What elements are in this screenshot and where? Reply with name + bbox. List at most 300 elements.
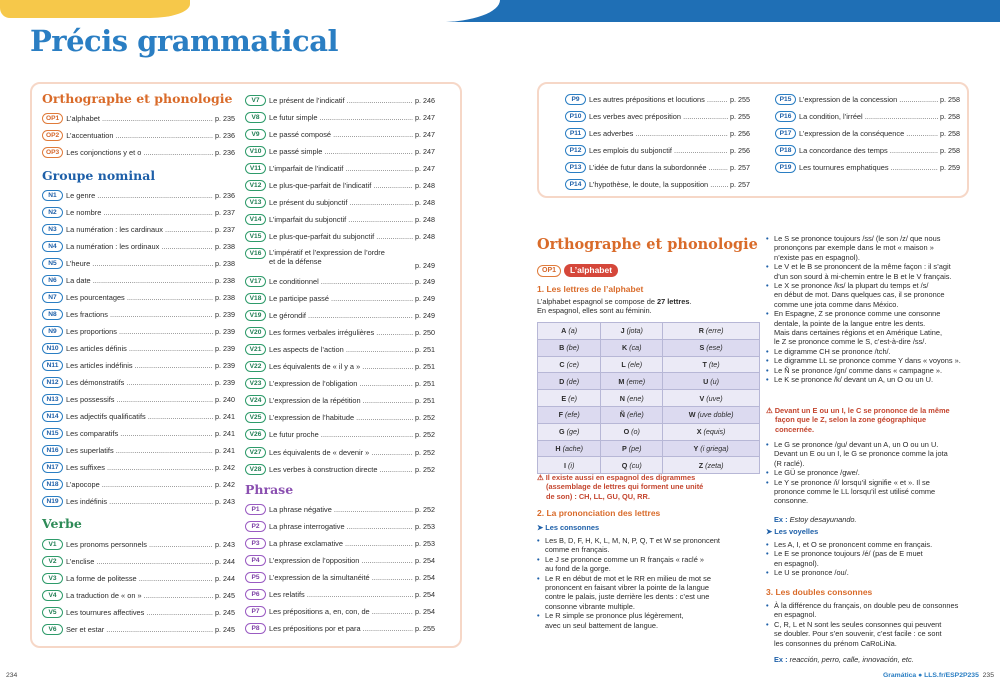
index-entry[interactable]: [245, 326, 435, 338]
yellow-brush-decoration: [0, 0, 190, 18]
index-entry[interactable]: [245, 606, 435, 618]
entry-page: p. 253: [415, 538, 435, 548]
index-entry[interactable]: [245, 214, 435, 226]
entry-label: Les verbes avec préposition .....: [589, 112, 728, 121]
entry-page: p. 244: [215, 573, 235, 583]
entry-label: L’expression de la conséquence .....: [799, 129, 938, 138]
entry-code-badge: V19: [245, 310, 266, 321]
index-entry[interactable]: [42, 462, 235, 474]
warning-icon: ⚠: [766, 406, 773, 415]
index-entry[interactable]: [42, 496, 235, 508]
bullet-item: • Le digramme LL se prononce comme Y dans « voyons ».: [766, 356, 981, 365]
bullet-item: • Le digramme CH se prononce /tch/.: [766, 347, 981, 356]
bullet-item: • Le J se prononce comme un R français « raclé » au fond de la gorge.: [537, 555, 762, 574]
entry-label: L’expression de la simultanéité .....: [269, 573, 413, 582]
index-entry[interactable]: [42, 428, 235, 440]
entry-code-badge: V15: [245, 231, 266, 242]
entry-page: p. 252: [415, 430, 435, 440]
entry-code-badge: P9: [565, 94, 586, 105]
entry-code-badge: V14: [245, 214, 266, 225]
entry-label: Les formes verbales irrégulières .....: [269, 328, 413, 337]
index-entry[interactable]: [245, 623, 435, 635]
entry-code-badge: N1: [42, 190, 63, 201]
index-entry[interactable]: [42, 308, 235, 320]
entry-label: Les fractions .....: [66, 310, 213, 319]
consonnes-list-cont: [766, 234, 981, 385]
alphabet-cell: A (a): [538, 323, 601, 340]
entry-code-badge: V18: [245, 293, 266, 304]
index-entry[interactable]: [245, 554, 435, 566]
entry-code-badge: P8: [245, 623, 266, 634]
entry-page: p. 249: [415, 310, 435, 320]
entry-code-badge: V17: [245, 276, 266, 287]
entry-page: p. 246: [415, 95, 435, 105]
alphabet-cell: S (ese): [663, 339, 760, 356]
entry-code-badge: P19: [775, 162, 796, 173]
entry-label: La numération : les ordinaux .....: [66, 242, 213, 251]
entry-page: p. 251: [415, 379, 435, 389]
index-entry[interactable]: [42, 189, 235, 201]
voyelles-list: [766, 540, 981, 578]
bullet-item: • Le GÜ se prononce /gwe/.: [766, 468, 981, 477]
entry-code-badge: V28: [245, 464, 266, 475]
entry-label: L’expression de la concession .....: [799, 95, 938, 104]
entry-code-badge: N9: [42, 326, 63, 337]
index-entry[interactable]: [775, 144, 960, 156]
section-groupe-nominal: Groupe nominal: [42, 168, 156, 183]
s1-title: 1. Les lettres de l’alphabet: [537, 284, 644, 294]
entry-code-badge: OP1: [42, 113, 63, 124]
index-entry[interactable]: [42, 325, 235, 337]
entry-page: p. 242: [215, 463, 235, 473]
bullet-item: • Le R en début de mot et le RR en milieu de mot se prononcent en faisant vibrer la pointe de la langue contre le palais, juste derrière les dents : c’est une consonne vibrante multiple.: [537, 574, 762, 612]
entry-code-badge: N16: [42, 445, 63, 456]
index-entry[interactable]: [245, 361, 435, 373]
alphabet-cell: T (te): [663, 356, 760, 373]
bullet-item: • Le Y se prononce /i/ lorsqu’il signifie « et ». Il se prononce comme le LL lorsqu’il est utilisé comme consonne.: [766, 478, 981, 506]
index-entry[interactable]: [42, 377, 235, 389]
entry-code-badge: P4: [245, 555, 266, 566]
entry-code-badge: P16: [775, 111, 796, 122]
entry-code-badge: OP2: [42, 130, 63, 141]
entry-code-badge: V2: [42, 556, 63, 567]
entry-label: Ser et estar .....: [66, 625, 213, 634]
entry-page: p. 252: [415, 504, 435, 514]
entry-label: Les adjectifs qualificatifs .....: [66, 412, 213, 421]
index-entry[interactable]: [245, 343, 435, 355]
entry-code-badge: N15: [42, 428, 63, 439]
entry-page: p. 248: [415, 181, 435, 190]
entry-label: Le nombre .....: [66, 208, 213, 217]
entry-code-badge: N13: [42, 394, 63, 405]
entry-code-badge: P6: [245, 589, 266, 600]
entry-page: p. 248: [415, 215, 435, 225]
entry-page: p. 254: [415, 590, 435, 599]
entry-code-badge: P14: [565, 179, 586, 190]
index-entry[interactable]: [42, 240, 235, 252]
entry-code-badge: N12: [42, 377, 63, 388]
entry-label: Le passé simple .....: [269, 147, 413, 156]
index-entry[interactable]: [42, 479, 235, 491]
index-entry[interactable]: [245, 275, 435, 287]
entry-code-badge: V22: [245, 361, 266, 372]
entry-label: Les articles indéfinis .....: [66, 361, 213, 370]
entry-code-badge: P1: [245, 504, 266, 515]
index-entry[interactable]: [42, 360, 235, 372]
example-1: Ex : Estoy desayunando.: [774, 515, 857, 524]
entry-label: Les articles définis .....: [66, 344, 213, 353]
entry-label: Les prépositions por et para .....: [269, 624, 413, 633]
entry-label: Les prépositions a, en, con, de .....: [269, 607, 413, 616]
entry-label: Les superlatifs .....: [66, 446, 213, 455]
alphabet-cell: P (pe): [601, 440, 663, 457]
entry-code-badge: V10: [245, 146, 266, 157]
index-entry[interactable]: [245, 446, 435, 458]
index-entry[interactable]: [565, 144, 750, 156]
bullet-item: • Le R simple se prononce plus légèrement, avec un seul battement de langue.: [537, 611, 762, 630]
entry-code-badge: V4: [42, 590, 63, 601]
index-entry[interactable]: [245, 520, 435, 532]
index-entry[interactable]: [42, 445, 235, 457]
entry-page: p. 254: [415, 572, 435, 582]
entry-page: p. 245: [215, 625, 235, 634]
entry-page: p. 238: [215, 241, 235, 251]
index-entry[interactable]: [775, 127, 960, 139]
entry-label: Les pronoms personnels .....: [66, 540, 213, 549]
index-entry[interactable]: [245, 197, 435, 209]
entry-page: p. 236: [215, 130, 235, 140]
index-entry[interactable]: [565, 178, 750, 190]
index-entry[interactable]: [42, 112, 235, 124]
entry-code-badge: V21: [245, 344, 266, 355]
entry-page: p. 242: [215, 480, 235, 490]
entry-code-badge: V1: [42, 539, 63, 550]
entry-code-badge: V9: [245, 129, 266, 140]
entry-label: Les relatifs .....: [269, 590, 413, 599]
index-entry[interactable]: [775, 161, 960, 173]
entry-code-badge: V8: [245, 112, 266, 123]
entry-code-badge: N8: [42, 309, 63, 320]
entry-page: p. 249: [415, 276, 435, 286]
entry-page: p. 236: [215, 190, 235, 200]
index-entry[interactable]: [245, 231, 435, 243]
index-entry[interactable]: [245, 503, 435, 515]
entry-page: p. 256: [730, 128, 750, 138]
entry-page: p. 255: [415, 624, 435, 634]
entry-code-badge: P3: [245, 538, 266, 549]
alphabet-cell: X (equis): [663, 423, 760, 440]
entry-page: p. 251: [415, 362, 435, 371]
voyelles-title: ➤ Les voyelles: [766, 527, 819, 536]
alphabet-table: [537, 322, 760, 474]
index-entry[interactable]: [42, 538, 235, 550]
index-entry[interactable]: [42, 291, 235, 303]
index-entry[interactable]: [42, 572, 235, 584]
entry-page: p. 258: [940, 145, 960, 155]
index-entry[interactable]: [245, 463, 435, 475]
entry-code-badge: N3: [42, 224, 63, 235]
index-entry[interactable]: [42, 342, 235, 354]
entry-code-badge: N6: [42, 275, 63, 286]
entry-code-badge: P10: [565, 111, 586, 122]
entry-label: La numération : les cardinaux .....: [66, 225, 213, 234]
entry-code-badge: N2: [42, 207, 63, 218]
entry-code-badge: V25: [245, 412, 266, 423]
entry-code-badge: V11: [245, 163, 266, 174]
entry-page: p. 254: [415, 555, 435, 565]
index-entry[interactable]: [42, 223, 235, 235]
entry-page: p. 245: [215, 590, 235, 600]
index-entry[interactable]: [245, 292, 435, 304]
s2-title: 2. La prononciation des lettres: [537, 508, 661, 518]
entry-code-badge: V13: [245, 197, 266, 208]
entry-page: p. 251: [415, 396, 435, 406]
entry-label: L’accentuation .....: [66, 131, 213, 140]
index-entry[interactable]: [245, 589, 435, 601]
bullet-item: • Le X se prononce /ks/ la plupart du temps et /s/ en début de mot. Dans quelques cas, il se prononce comme une jota comme dans México.: [766, 281, 981, 309]
entry-label: Les possessifs .....: [66, 395, 213, 404]
entry-label: La traduction de « on » .....: [66, 591, 213, 600]
entry-page: p. 236: [215, 147, 235, 157]
index-entry[interactable]: [775, 110, 960, 122]
entry-page: p. 259: [940, 162, 960, 172]
bullet-item: • Le U se prononce /ou/.: [766, 568, 981, 577]
entry-page: p. 258: [940, 111, 960, 121]
entry-page: p. 241: [215, 429, 235, 439]
index-entry[interactable]: [245, 128, 435, 140]
entry-page: p. 253: [415, 521, 435, 531]
index-entry[interactable]: [565, 93, 750, 105]
entry-code-badge: V20: [245, 327, 266, 338]
op1-tag[interactable]: [537, 264, 618, 277]
index-entry[interactable]: [245, 145, 435, 157]
entry-code-badge: P18: [775, 145, 796, 156]
entry-code-badge: N19: [42, 496, 63, 507]
entry-code-badge: V7: [245, 95, 266, 106]
entry-page: p. 247: [415, 112, 435, 122]
index-entry[interactable]: [245, 378, 435, 390]
alphabet-cell: D (de): [538, 373, 601, 390]
entry-page: p. 249: [415, 293, 435, 303]
entry-label: La forme de politesse .....: [66, 574, 213, 583]
entry-code-badge: V6: [42, 624, 63, 635]
entry-page: p. 239: [215, 378, 235, 388]
entry-page: p. 256: [730, 145, 750, 155]
example-2: Ex : reacción, perro, calle, innovación, etc.: [774, 655, 914, 664]
op-title: L’alphabet: [564, 264, 618, 277]
entry-code-badge: N5: [42, 258, 63, 269]
entry-label: Les suffixes .....: [66, 463, 213, 472]
index-entry[interactable]: [42, 394, 235, 406]
entry-label: Le passé composé .....: [269, 130, 413, 139]
entry-code-badge: N14: [42, 411, 63, 422]
entry-label: L’alphabet .....: [66, 114, 213, 123]
index-entry[interactable]: [245, 429, 435, 441]
right-footer: Gramática ● LLS.fr/ESP2P235 235: [882, 672, 994, 679]
entry-code-badge: V24: [245, 395, 266, 406]
index-entry[interactable]: [565, 161, 750, 173]
bullet-item: • Le S se prononce toujours /ss/ (le son /z/ que nous prononçons par exemple dans le mot « maison » n’existe pas en espagnol).: [766, 234, 981, 262]
index-entry[interactable]: [42, 589, 235, 601]
alphabet-cell: Q (cu): [601, 457, 663, 474]
entry-label: La phrase négative .....: [269, 505, 413, 514]
index-entry[interactable]: [245, 111, 435, 123]
entry-page: p. 243: [215, 539, 235, 549]
index-entry[interactable]: [42, 146, 235, 158]
bullet-item: • C, R, L et N sont les seules consonnes qui peuvent se doubler. Pour s’en souvenir, c’est facile : ce sont les consonnes du prénom CaRoLiNa.: [766, 620, 981, 648]
alphabet-cell: N (ene): [601, 390, 663, 407]
entry-label: Les verbes à construction directe .....: [269, 465, 413, 474]
bullet-item: • Le V et le B se prononcent de la même façon : il s’agit d’un son sourd à mi-chemin entre le B et le V français.: [766, 262, 981, 281]
bullet-item: • En Espagne, Z se prononce comme une consonne dentale, la pointe de la langue entre les dents. Mais dans certaines régions et en Amérique Latine, le Z se prononce comme le S, c’est-à-dire /ss/.: [766, 309, 981, 347]
entry-label: Le plus-que-parfait du subjonctif .....: [269, 232, 413, 241]
index-entry[interactable]: [245, 571, 435, 583]
entry-label: Le participe passé .....: [269, 294, 413, 303]
entry-code-badge: N18: [42, 479, 63, 490]
entry-page: p. 252: [415, 464, 435, 474]
entry-code-badge: N4: [42, 241, 63, 252]
left-page-number: 234: [6, 672, 18, 679]
alphabet-cell: C (ce): [538, 356, 601, 373]
entry-code-badge: V12: [245, 180, 266, 191]
entry-page: p. 248: [415, 198, 435, 208]
alphabet-cell: O (o): [601, 423, 663, 440]
entry-label: Le présent de l’indicatif .....: [269, 96, 413, 105]
entry-code-badge: P7: [245, 606, 266, 617]
entry-page: p. 252: [415, 447, 435, 457]
index-entry[interactable]: [42, 606, 235, 618]
entry-label: L’impératif et l’expression de l’ordre et de la défense: [269, 248, 385, 266]
entry-page: p. 255: [730, 111, 750, 121]
consonnes-title: ➤ Les consonnes: [537, 523, 600, 532]
entry-page: p. 257: [730, 179, 750, 189]
entry-label: Le futur proche .....: [269, 430, 413, 439]
entry-page: p. 244: [215, 556, 235, 566]
entry-code-badge: V5: [42, 607, 63, 618]
entry-code-badge: V23: [245, 378, 266, 389]
bullet-item: • Les B, D, F, H, K, L, M, N, P, Q, T et W se prononcent comme en français.: [537, 536, 762, 555]
index-entry[interactable]: [245, 162, 435, 174]
entry-label: Le conditionnel .....: [269, 277, 413, 286]
index-entry[interactable]: [245, 309, 435, 321]
entry-code-badge: P17: [775, 128, 796, 139]
entry-page: p. 238: [215, 275, 235, 285]
index-entry[interactable]: [245, 248, 435, 270]
warning-icon: ⚠: [537, 473, 544, 482]
entry-label: L’hypothèse, le doute, la supposition .....: [589, 180, 728, 189]
entry-label: Les pourcentages .....: [66, 293, 213, 302]
alphabet-cell: B (be): [538, 339, 601, 356]
alphabet-cell: L (ele): [601, 356, 663, 373]
index-entry[interactable]: [42, 206, 235, 218]
entry-page: p. 258: [940, 94, 960, 104]
s3-title: 3. Les doubles consonnes: [766, 587, 873, 597]
entry-page: p. 238: [215, 292, 235, 302]
section-verbe: Verbe: [42, 516, 82, 531]
index-entry[interactable]: [245, 395, 435, 407]
entry-page: p. 247: [415, 146, 435, 156]
entry-label: Le plus-que-parfait de l’indicatif .....: [269, 181, 413, 190]
digramme-warning: ⚠ Il existe aussi en espagnol des digrammes (assemblage de lettres qui forment une unité de son) : CH, LL, GU, QU, RR.: [537, 473, 704, 501]
entry-label: L’apocope .....: [66, 480, 213, 489]
bullet-item: • Le K se prononce /k/ devant un A, un O ou un U.: [766, 375, 981, 384]
entry-label: Les aspects de l’action .....: [269, 345, 413, 354]
entry-label: L’expression de l’habitude .....: [269, 413, 413, 422]
index-entry[interactable]: [245, 537, 435, 549]
entry-label: L’imparfait du subjonctif .....: [269, 215, 413, 224]
index-entry[interactable]: [245, 412, 435, 424]
s1-text: L’alphabet espagnol se compose de 27 lettres. En espagnol, elles sont au féminin.: [537, 297, 692, 316]
entry-label: La date .....: [66, 276, 213, 285]
entry-label: Le genre .....: [66, 191, 213, 200]
entry-page: p. 239: [215, 343, 235, 353]
index-entry[interactable]: [42, 555, 235, 567]
entry-label: Les tournures emphatiques .....: [799, 163, 938, 172]
index-entry[interactable]: [245, 180, 435, 192]
entry-label: Le gérondif .....: [269, 311, 413, 320]
entry-page: p. 241: [215, 446, 235, 456]
entry-code-badge: N11: [42, 360, 63, 371]
entry-page: p. 250: [415, 327, 435, 337]
alphabet-cell: E (e): [538, 390, 601, 407]
entry-label: Les équivalents de « devenir » .....: [269, 448, 413, 457]
entry-label: Les autres prépositions et locutions .....: [589, 95, 728, 104]
entry-label: Les proportions .....: [66, 327, 213, 336]
entry-label: Les conjonctions y et o .....: [66, 148, 213, 157]
entry-page: p. 235: [215, 113, 235, 123]
entry-code-badge: V27: [245, 447, 266, 458]
entry-label: Les indéfinis .....: [66, 497, 213, 506]
bullet-item: • Le E se prononce toujours /é/ (pas de E muet en espagnol).: [766, 549, 981, 568]
entry-label: La phrase exclamative .....: [269, 539, 413, 548]
doubles-list: [766, 601, 981, 648]
index-entry[interactable]: [565, 110, 750, 122]
entry-page: p. 243: [215, 497, 235, 507]
c-warning: ⚠ Devant un E ou un I, le C se prononce de la même façon que le Z, selon la zone géographique concernée.: [766, 406, 950, 434]
index-entry[interactable]: [42, 257, 235, 269]
entry-label: Les adverbes .....: [589, 129, 728, 138]
page-title: Précis grammatical: [30, 24, 339, 58]
entry-code-badge: P15: [775, 94, 796, 105]
index-entry[interactable]: [565, 127, 750, 139]
entry-code-badge: N10: [42, 343, 63, 354]
entry-label: Les emplois du subjonctif .....: [589, 146, 728, 155]
section-heading: Orthographe et phonologie: [537, 236, 758, 253]
entry-code-badge: N7: [42, 292, 63, 303]
entry-page: p. 254: [415, 607, 435, 617]
index-entry[interactable]: [42, 274, 235, 286]
entry-page: p. 258: [940, 128, 960, 138]
index-entry[interactable]: [245, 94, 435, 106]
entry-code-badge: P5: [245, 572, 266, 583]
alphabet-cell: H (ache): [538, 440, 601, 457]
entry-label: Les tournures affectives .....: [66, 608, 213, 617]
entry-code-badge: P12: [565, 145, 586, 156]
entry-label: Le présent du subjonctif .....: [269, 198, 413, 207]
index-entry[interactable]: [42, 129, 235, 141]
index-entry[interactable]: [42, 624, 235, 636]
consonnes-list: [537, 536, 762, 630]
entry-page: p. 239: [215, 309, 235, 319]
entry-label: Les comparatifs .....: [66, 429, 213, 438]
entry-page: p. 247: [415, 129, 435, 139]
entry-code-badge: N17: [42, 462, 63, 473]
index-entry[interactable]: [775, 93, 960, 105]
entry-label: L’enclise .....: [66, 557, 213, 566]
index-entry[interactable]: [42, 411, 235, 423]
alphabet-cell: K (ca): [601, 339, 663, 356]
entry-label: La phrase interrogative .....: [269, 522, 413, 531]
